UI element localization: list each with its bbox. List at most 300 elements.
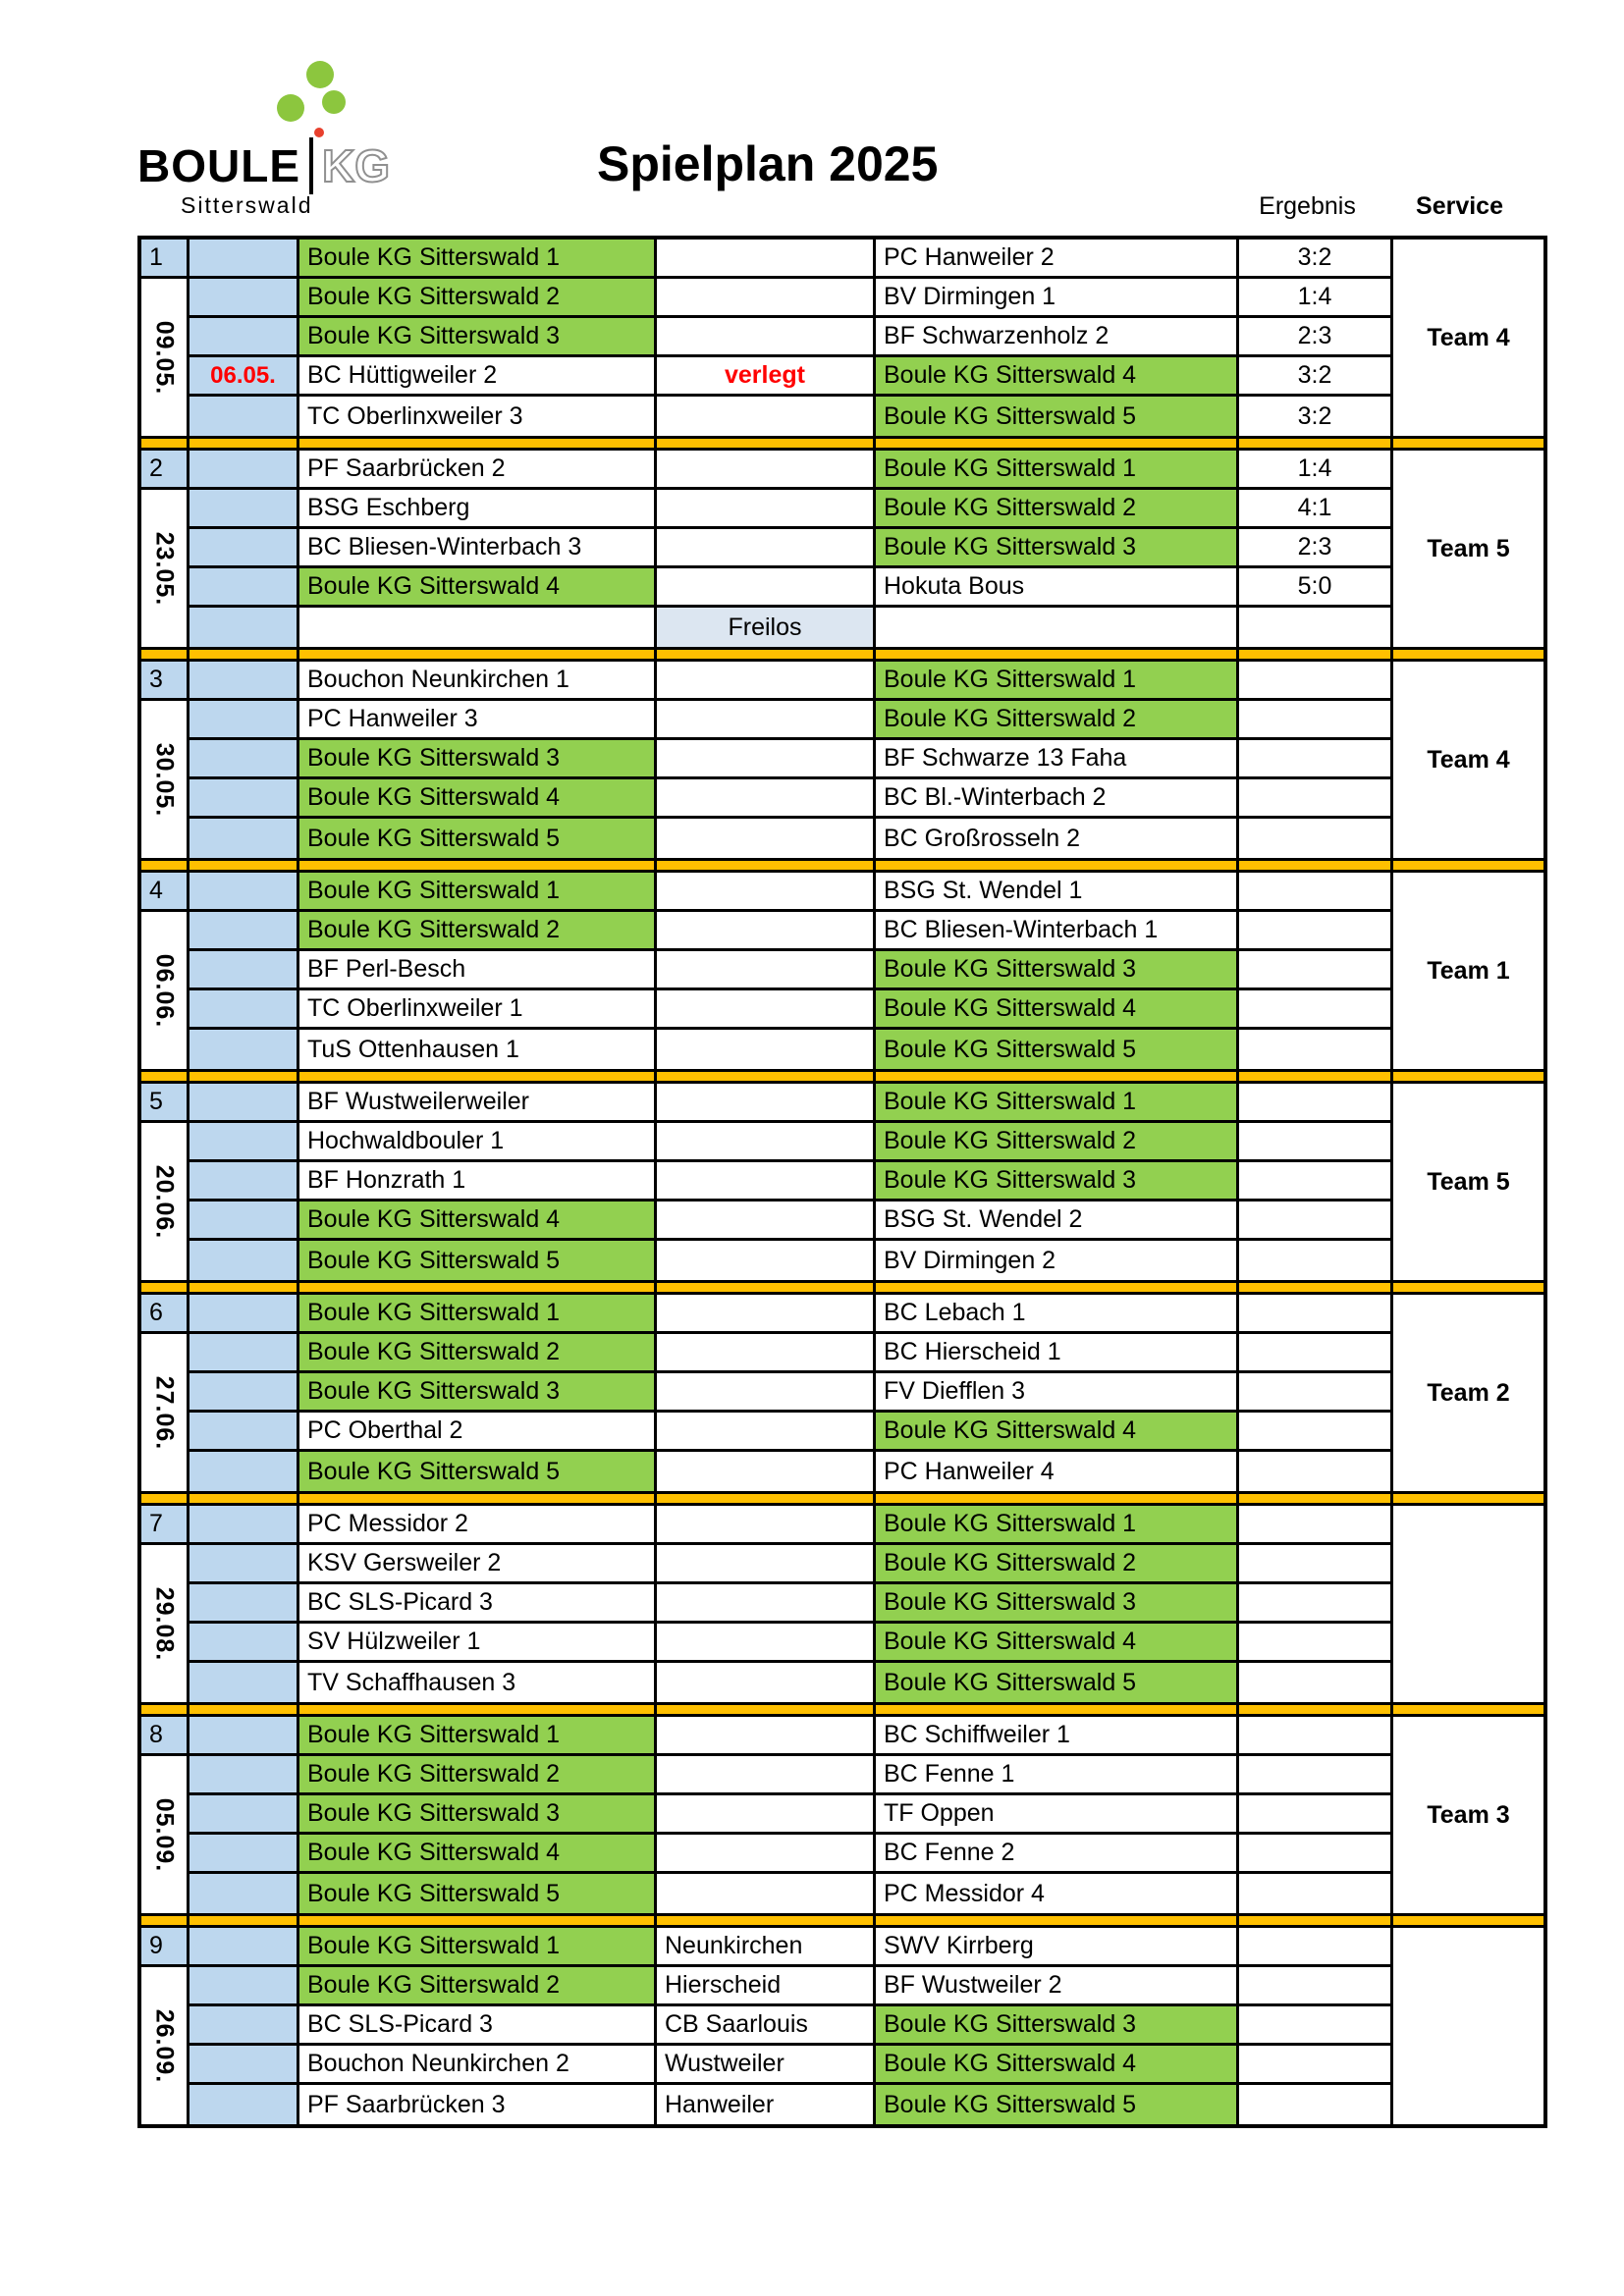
away-team-cell: BV Dirmingen 2 [876, 1241, 1239, 1280]
logo-subtitle: Sitterswald [181, 192, 313, 218]
venue-note-cell [657, 951, 876, 990]
venue-note-cell: Wustweiler [657, 2046, 876, 2085]
home-team-cell: Bouchon Neunkirchen 1 [299, 662, 657, 701]
result-cell [1239, 1795, 1393, 1835]
round-number: 4 [141, 873, 189, 912]
round-number: 5 [141, 1084, 189, 1123]
result-cell [1239, 779, 1393, 819]
separator-bar [1393, 1913, 1543, 1928]
result-cell [1239, 1373, 1393, 1413]
away-team-cell: Boule KG Sitterswald 3 [876, 951, 1239, 990]
service-team-cell: Team 1 [1427, 956, 1510, 985]
home-team-cell: TC Oberlinxweiler 1 [299, 990, 657, 1030]
separator-bar [141, 1702, 189, 1717]
away-team-cell: FV Diefflen 3 [876, 1373, 1239, 1413]
round-number: 2 [141, 451, 189, 490]
date-note-cell [189, 1835, 299, 1874]
separator-bar [189, 436, 299, 451]
away-team-cell: Boule KG Sitterswald 4 [876, 1624, 1239, 1663]
venue-note-cell [657, 1624, 876, 1663]
venue-note-cell [657, 1373, 876, 1413]
result-cell [1239, 1624, 1393, 1663]
result-cell [1239, 1663, 1393, 1702]
date-note-cell [189, 1967, 299, 2006]
separator-bar [299, 1491, 657, 1506]
date-note-cell [189, 1334, 299, 1373]
match-date [141, 912, 189, 1069]
home-team-cell: Boule KG Sitterswald 4 [299, 779, 657, 819]
date-note-cell [189, 240, 299, 279]
venue-note-cell [657, 451, 876, 490]
home-team-cell: Boule KG Sitterswald 3 [299, 740, 657, 779]
date-note-cell [189, 1373, 299, 1413]
home-team-cell: Boule KG Sitterswald 5 [299, 1452, 657, 1491]
separator-bar [299, 1069, 657, 1084]
date-note-cell [189, 1795, 299, 1835]
date-note-cell [189, 1717, 299, 1756]
date-note-cell [189, 819, 299, 858]
service-team-cell: Team 5 [1427, 534, 1510, 562]
date-note-cell [189, 1624, 299, 1663]
home-team-cell: BSG Eschberg [299, 490, 657, 529]
service-team-cell [1393, 1928, 1543, 2124]
separator-bar [189, 1491, 299, 1506]
separator-bar [876, 1280, 1239, 1295]
venue-note-cell [657, 1241, 876, 1280]
date-note-cell [189, 951, 299, 990]
home-team-cell: BC Bliesen-Winterbach 3 [299, 529, 657, 568]
result-cell [1239, 1756, 1393, 1795]
home-team-cell: TuS Ottenhausen 1 [299, 1030, 657, 1069]
venue-note-cell [657, 529, 876, 568]
separator-bar [141, 1913, 189, 1928]
away-team-cell: Boule KG Sitterswald 4 [876, 2046, 1239, 2085]
date-note-cell [189, 1295, 299, 1334]
away-team-cell: Boule KG Sitterswald 5 [876, 1663, 1239, 1702]
away-team-cell: SWV Kirrberg [876, 1928, 1239, 1967]
match-date-label: 30.05. [150, 742, 179, 817]
home-team-cell: BF Honzrath 1 [299, 1162, 657, 1201]
away-team-cell: Hokuta Bous [876, 568, 1239, 608]
separator-bar [657, 647, 876, 662]
separator-bar [1239, 1491, 1393, 1506]
home-team-cell: Boule KG Sitterswald 3 [299, 1795, 657, 1835]
result-cell: 2:3 [1239, 318, 1393, 357]
home-team-cell: BC SLS-Picard 3 [299, 1584, 657, 1624]
home-team-cell: Boule KG Sitterswald 2 [299, 1334, 657, 1373]
service-team-cell: Team 4 [1427, 323, 1510, 351]
venue-note-cell: CB Saarlouis [657, 2006, 876, 2046]
match-date [141, 490, 189, 647]
result-cell [1239, 1835, 1393, 1874]
home-team-cell: BF Perl-Besch [299, 951, 657, 990]
home-team-cell: KSV Gersweiler 2 [299, 1545, 657, 1584]
result-column-header: Ergebnis [1259, 192, 1356, 220]
match-date [141, 1756, 189, 1913]
venue-note-cell [657, 490, 876, 529]
result-cell [1239, 819, 1393, 858]
clover-leaf-icon [306, 61, 334, 88]
separator-bar [657, 1069, 876, 1084]
match-date [141, 1123, 189, 1280]
logo-kg-text: KG [322, 140, 390, 191]
home-team-cell: PC Messidor 2 [299, 1506, 657, 1545]
match-date [141, 1967, 189, 2124]
round-block [141, 1928, 1543, 2124]
separator-bar [876, 647, 1239, 662]
venue-note-cell: Hierscheid [657, 1967, 876, 2006]
home-team-cell [299, 608, 657, 647]
match-date-label: 09.05. [150, 320, 179, 395]
date-note-cell [189, 490, 299, 529]
result-cell [1239, 1030, 1393, 1069]
separator-bar [1239, 1913, 1393, 1928]
venue-note-cell [657, 873, 876, 912]
date-note-cell [189, 779, 299, 819]
home-team-cell: Boule KG Sitterswald 1 [299, 1717, 657, 1756]
separator-row [141, 1069, 1543, 1084]
result-cell [1239, 1545, 1393, 1584]
home-team-cell: Boule KG Sitterswald 2 [299, 912, 657, 951]
away-team-cell: BC Großrosseln 2 [876, 819, 1239, 858]
home-team-cell: Boule KG Sitterswald 1 [299, 1295, 657, 1334]
separator-row [141, 436, 1543, 451]
separator-bar [299, 436, 657, 451]
date-note-cell [189, 1084, 299, 1123]
venue-note-cell [657, 1584, 876, 1624]
separator-bar [189, 858, 299, 873]
away-team-cell: BSG St. Wendel 1 [876, 873, 1239, 912]
match-date-label: 26.09. [150, 2008, 179, 2083]
venue-note-cell [657, 1874, 876, 1913]
separator-bar [876, 1491, 1239, 1506]
separator-bar [189, 647, 299, 662]
away-team-cell: PC Hanweiler 4 [876, 1452, 1239, 1491]
home-team-cell: Boule KG Sitterswald 4 [299, 1201, 657, 1241]
separator-bar [657, 1913, 876, 1928]
separator-bar [189, 1069, 299, 1084]
venue-note-cell [657, 279, 876, 318]
date-note-cell [189, 990, 299, 1030]
date-note-cell [189, 1584, 299, 1624]
round-block [141, 873, 1543, 1069]
separator-bar [1393, 647, 1543, 662]
match-date [141, 1334, 189, 1491]
away-team-cell: BC Bliesen-Winterbach 1 [876, 912, 1239, 951]
away-team-cell: TF Oppen [876, 1795, 1239, 1835]
result-cell [1239, 1084, 1393, 1123]
separator-row [141, 858, 1543, 873]
away-team-cell: Boule KG Sitterswald 2 [876, 490, 1239, 529]
round-number: 1 [141, 240, 189, 279]
away-team-cell: Boule KG Sitterswald 2 [876, 1123, 1239, 1162]
date-note-cell [189, 662, 299, 701]
result-cell [1239, 1162, 1393, 1201]
result-cell [1239, 990, 1393, 1030]
result-cell [1239, 951, 1393, 990]
home-team-cell: Boule KG Sitterswald 2 [299, 1756, 657, 1795]
date-note-cell [189, 912, 299, 951]
venue-note-cell [657, 1123, 876, 1162]
home-team-cell: Boule KG Sitterswald 5 [299, 1241, 657, 1280]
separator-bar [1239, 1069, 1393, 1084]
result-cell [1239, 873, 1393, 912]
separator-bar [1393, 436, 1543, 451]
round-block [141, 1295, 1543, 1491]
round-number: 3 [141, 662, 189, 701]
separator-bar [1239, 1280, 1393, 1295]
result-cell [1239, 662, 1393, 701]
club-logo [137, 61, 471, 233]
separator-bar [657, 1491, 876, 1506]
venue-note-cell [657, 1795, 876, 1835]
match-date-label: 23.05. [150, 531, 179, 606]
away-team-cell: Boule KG Sitterswald 5 [876, 1030, 1239, 1069]
round-number: 6 [141, 1295, 189, 1334]
separator-bar [299, 1913, 657, 1928]
venue-note-cell [657, 1835, 876, 1874]
venue-note-cell: Hanweiler [657, 2085, 876, 2124]
match-date [141, 279, 189, 436]
separator-bar [1393, 1491, 1543, 1506]
result-cell [1239, 1967, 1393, 2006]
away-team-cell: Boule KG Sitterswald 4 [876, 357, 1239, 397]
away-team-cell: PC Hanweiler 2 [876, 240, 1239, 279]
away-team-cell: Boule KG Sitterswald 5 [876, 2085, 1239, 2124]
round-block [141, 451, 1543, 647]
separator-row [141, 1702, 1543, 1717]
match-date [141, 1545, 189, 1702]
round-number: 9 [141, 1928, 189, 1967]
away-team-cell: BC Hierscheid 1 [876, 1334, 1239, 1373]
round-block [141, 1084, 1543, 1280]
date-note-cell [189, 2006, 299, 2046]
venue-note-cell [657, 1663, 876, 1702]
home-team-cell: BC SLS-Picard 3 [299, 2006, 657, 2046]
result-cell [1239, 1717, 1393, 1756]
round-number: 8 [141, 1717, 189, 1756]
result-cell: 1:4 [1239, 279, 1393, 318]
match-date-label: 29.08. [150, 1586, 179, 1661]
venue-note-cell [657, 1084, 876, 1123]
home-team-cell: Boule KG Sitterswald 2 [299, 279, 657, 318]
date-note-cell [189, 2046, 299, 2085]
separator-bar [876, 858, 1239, 873]
result-cell [1239, 1874, 1393, 1913]
separator-bar [141, 1280, 189, 1295]
away-team-cell: BC Schiffweiler 1 [876, 1717, 1239, 1756]
date-note-cell [189, 2085, 299, 2124]
result-cell [1239, 912, 1393, 951]
away-team-cell: BC Bl.-Winterbach 2 [876, 779, 1239, 819]
round-number: 7 [141, 1506, 189, 1545]
home-team-cell: PF Saarbrücken 3 [299, 2085, 657, 2124]
round-block [141, 1717, 1543, 1913]
home-team-cell: TV Schaffhausen 3 [299, 1663, 657, 1702]
separator-bar [876, 436, 1239, 451]
match-date-label: 27.06. [150, 1375, 179, 1450]
round-block [141, 1506, 1543, 1702]
separator-bar [299, 647, 657, 662]
round-block [141, 240, 1543, 436]
away-team-cell: BF Schwarzenholz 2 [876, 318, 1239, 357]
venue-note-cell [657, 912, 876, 951]
separator-bar [657, 1702, 876, 1717]
separator-bar [1393, 1280, 1543, 1295]
logo-boule-text: BOULE [137, 140, 300, 191]
away-team-cell: Boule KG Sitterswald 3 [876, 1162, 1239, 1201]
result-cell [1239, 1584, 1393, 1624]
date-note-cell [189, 1030, 299, 1069]
venue-note-cell: Freilos [657, 608, 876, 647]
venue-note-cell [657, 1545, 876, 1584]
separator-row [141, 647, 1543, 662]
service-team-cell: Team 5 [1427, 1167, 1510, 1196]
venue-note-cell [657, 701, 876, 740]
home-team-cell: PF Saarbrücken 2 [299, 451, 657, 490]
venue-note-cell [657, 1413, 876, 1452]
match-date [141, 701, 189, 858]
venue-note-cell [657, 568, 876, 608]
date-note-cell: 06.05. [189, 357, 299, 397]
home-team-cell: BF Wustweilerweiler [299, 1084, 657, 1123]
venue-note-cell [657, 1162, 876, 1201]
clover-leaf-icon [277, 94, 304, 122]
away-team-cell: Boule KG Sitterswald 4 [876, 1413, 1239, 1452]
result-cell: 5:0 [1239, 568, 1393, 608]
separator-bar [141, 647, 189, 662]
result-cell: 3:2 [1239, 357, 1393, 397]
venue-note-cell [657, 990, 876, 1030]
date-note-cell [189, 1663, 299, 1702]
result-cell [1239, 1201, 1393, 1241]
away-team-cell: Boule KG Sitterswald 3 [876, 2006, 1239, 2046]
date-note-cell [189, 1241, 299, 1280]
separator-bar [876, 1702, 1239, 1717]
home-team-cell: Boule KG Sitterswald 1 [299, 240, 657, 279]
match-date-label: 05.09. [150, 1797, 179, 1872]
separator-bar [876, 1913, 1239, 1928]
separator-bar [141, 858, 189, 873]
separator-row [141, 1913, 1543, 1928]
away-team-cell: BF Wustweiler 2 [876, 1967, 1239, 2006]
schedule-table [137, 236, 1547, 2128]
home-team-cell: Boule KG Sitterswald 2 [299, 1967, 657, 2006]
date-note-cell [189, 1928, 299, 1967]
home-team-cell: Bouchon Neunkirchen 2 [299, 2046, 657, 2085]
separator-bar [1239, 647, 1393, 662]
date-note-cell [189, 318, 299, 357]
home-team-cell: Boule KG Sitterswald 4 [299, 568, 657, 608]
separator-bar [1239, 1702, 1393, 1717]
away-team-cell: Boule KG Sitterswald 1 [876, 1506, 1239, 1545]
home-team-cell: Boule KG Sitterswald 4 [299, 1835, 657, 1874]
result-cell [1239, 1241, 1393, 1280]
separator-row [141, 1280, 1543, 1295]
away-team-cell: Boule KG Sitterswald 1 [876, 1084, 1239, 1123]
logo-dot-icon [314, 128, 324, 137]
venue-note-cell [657, 779, 876, 819]
result-cell [1239, 2046, 1393, 2085]
home-team-cell: BC Hüttigweiler 2 [299, 357, 657, 397]
venue-note-cell [657, 1295, 876, 1334]
home-team-cell: Boule KG Sitterswald 5 [299, 819, 657, 858]
away-team-cell: BF Schwarze 13 Faha [876, 740, 1239, 779]
date-note-cell [189, 397, 299, 436]
away-team-cell: Boule KG Sitterswald 4 [876, 990, 1239, 1030]
date-note-cell [189, 279, 299, 318]
round-block [141, 662, 1543, 858]
result-cell: 2:3 [1239, 529, 1393, 568]
home-team-cell: Boule KG Sitterswald 3 [299, 1373, 657, 1413]
separator-bar [657, 1280, 876, 1295]
away-team-cell: Boule KG Sitterswald 3 [876, 529, 1239, 568]
date-note-cell [189, 740, 299, 779]
page-title: Spielplan 2025 [597, 136, 939, 191]
home-team-cell: SV Hülzweiler 1 [299, 1624, 657, 1663]
result-cell: 4:1 [1239, 490, 1393, 529]
date-note-cell [189, 1413, 299, 1452]
result-cell: 3:2 [1239, 240, 1393, 279]
separator-bar [299, 1702, 657, 1717]
separator-bar [189, 1702, 299, 1717]
venue-note-cell [657, 1201, 876, 1241]
date-note-cell [189, 1162, 299, 1201]
result-cell [1239, 608, 1393, 647]
venue-note-cell: Neunkirchen [657, 1928, 876, 1967]
separator-row [141, 1491, 1543, 1506]
home-team-cell: Hochwaldbouler 1 [299, 1123, 657, 1162]
separator-bar [1393, 1702, 1543, 1717]
venue-note-cell [657, 1506, 876, 1545]
date-note-cell [189, 1545, 299, 1584]
result-cell: 1:4 [1239, 451, 1393, 490]
date-note-cell [189, 451, 299, 490]
away-team-cell: BSG St. Wendel 2 [876, 1201, 1239, 1241]
home-team-cell: Boule KG Sitterswald 3 [299, 318, 657, 357]
result-cell [1239, 1506, 1393, 1545]
separator-bar [1239, 858, 1393, 873]
away-team-cell: BV Dirmingen 1 [876, 279, 1239, 318]
away-team-cell: PC Messidor 4 [876, 1874, 1239, 1913]
result-cell: 3:2 [1239, 397, 1393, 436]
date-note-cell [189, 1201, 299, 1241]
venue-note-cell [657, 1334, 876, 1373]
result-cell [1239, 1928, 1393, 1967]
clover-icon [263, 61, 381, 139]
logo-divider [309, 137, 313, 194]
away-team-cell: Boule KG Sitterswald 2 [876, 1545, 1239, 1584]
venue-note-cell [657, 240, 876, 279]
venue-note-cell [657, 740, 876, 779]
separator-bar [299, 1280, 657, 1295]
separator-bar [1393, 1069, 1543, 1084]
venue-note-cell [657, 1030, 876, 1069]
home-team-cell: TC Oberlinxweiler 3 [299, 397, 657, 436]
home-team-cell: Boule KG Sitterswald 1 [299, 873, 657, 912]
date-note-cell [189, 1874, 299, 1913]
date-note-cell [189, 1123, 299, 1162]
separator-bar [141, 436, 189, 451]
home-team-cell: PC Oberthal 2 [299, 1413, 657, 1452]
service-team-cell: Team 2 [1427, 1378, 1510, 1407]
away-team-cell: Boule KG Sitterswald 1 [876, 451, 1239, 490]
date-note-cell [189, 873, 299, 912]
logo-wordmark [137, 137, 390, 194]
venue-note-cell [657, 397, 876, 436]
result-cell [1239, 2085, 1393, 2124]
date-note-cell [189, 1452, 299, 1491]
